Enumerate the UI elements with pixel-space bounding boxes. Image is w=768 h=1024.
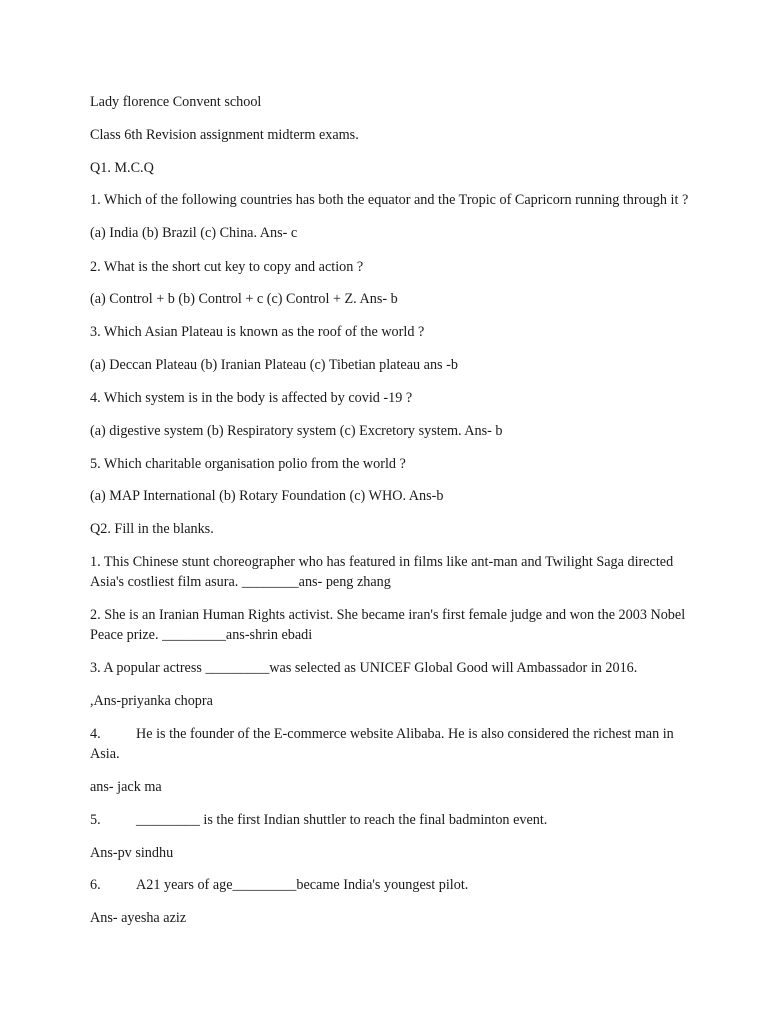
fill-blank-6-answer: Ans- ayesha aziz bbox=[90, 910, 187, 926]
item-number: 4. bbox=[90, 726, 101, 742]
item-text: _________ is the first Indian shuttler to reach the final badminton event. bbox=[136, 812, 548, 828]
item-number: 6. bbox=[90, 877, 101, 893]
mcq-options-4: (a) digestive system (b) Respiratory system (c) Excretory system. Ans- b bbox=[90, 423, 503, 439]
item-number: 5. bbox=[90, 812, 101, 828]
q1-heading: Q1. M.C.Q bbox=[90, 160, 154, 176]
mcq-question-5: 5. Which charitable organisation polio from the world ? bbox=[90, 456, 406, 472]
fill-blank-3-answer: ,Ans-priyanka chopra bbox=[90, 693, 213, 709]
fill-blank-4 bbox=[90, 724, 690, 764]
assignment-title: Class 6th Revision assignment midterm exams. bbox=[90, 127, 359, 143]
item-text: A21 years of age_________became India's youngest pilot. bbox=[136, 877, 469, 893]
fill-blank-5-answer: Ans-pv sindhu bbox=[90, 845, 174, 861]
item-text: He is the founder of the E-commerce website Alibaba. He is also considered the richest man in Asia. bbox=[90, 726, 674, 762]
fill-blank-5 bbox=[90, 810, 547, 830]
fill-blank-1: 1. This Chinese stunt choreographer who has featured in films like ant-man and Twilight Saga directed Asia's costliest film asura. ________ans- peng zhang bbox=[90, 554, 674, 590]
mcq-question-3: 3. Which Asian Plateau is known as the roof of the world ? bbox=[90, 324, 425, 340]
mcq-options-2: (a) Control + b (b) Control + c (c) Control + Z. Ans- b bbox=[90, 291, 398, 307]
school-name: Lady florence Convent school bbox=[90, 94, 262, 110]
fill-blank-2: 2. She is an Iranian Human Rights activist. She became iran's first female judge and won the 2003 Nobel Peace prize. _________ans-shrin ebadi bbox=[90, 607, 686, 643]
mcq-options-3: (a) Deccan Plateau (b) Iranian Plateau (c) Tibetian plateau ans -b bbox=[90, 357, 458, 373]
mcq-question-1: 1. Which of the following countries has both the equator and the Tropic of Capricorn running through it ? bbox=[90, 192, 689, 208]
fill-blank-3: 3. A popular actress _________was selected as UNICEF Global Good will Ambassador in 2016. bbox=[90, 660, 638, 676]
mcq-options-1: (a) India (b) Brazil (c) China. Ans- c bbox=[90, 225, 298, 241]
q2-heading: Q2. Fill in the blanks. bbox=[90, 521, 214, 537]
mcq-question-4: 4. Which system is in the body is affected by covid -19 ? bbox=[90, 390, 413, 406]
fill-blank-4-answer: ans- jack ma bbox=[90, 779, 162, 795]
mcq-options-5: (a) MAP International (b) Rotary Foundation (c) WHO. Ans-b bbox=[90, 488, 444, 504]
mcq-question-2: 2. What is the short cut key to copy and action ? bbox=[90, 259, 364, 275]
fill-blank-6 bbox=[90, 875, 468, 895]
